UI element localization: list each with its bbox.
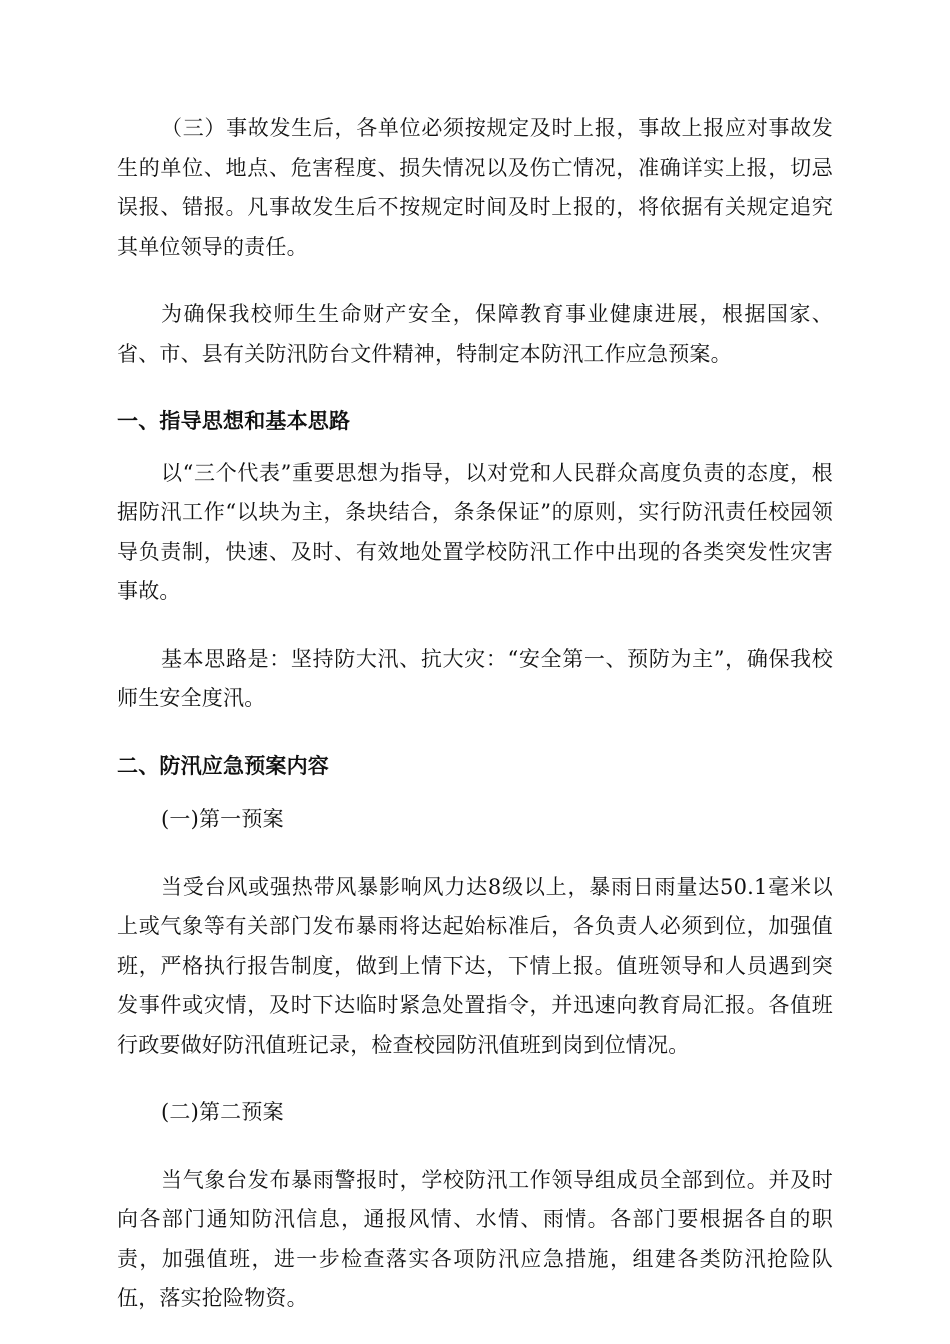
paragraph-purpose: 为确保我校师生生命财产安全，保障教育事业健康进展，根据国家、省、市、县有关防汛防台文件精神，特制定本防汛工作应急预案。	[117, 302, 833, 366]
paragraph-gap	[117, 374, 833, 402]
paragraph-basic-approach: 基本思路是：坚持防大汛、抗大灾：“安全第一、预防为主”，确保我校师生安全度汛。	[117, 646, 833, 710]
section-heading-guiding-thought: 一、指导思想和基本思路	[117, 409, 351, 433]
paragraph-gap	[117, 267, 833, 295]
subheading-first-plan: (一)第一预案	[161, 807, 284, 831]
paragraph-second-plan: 当气象台发布暴雨警报时，学校防汛工作领导组成员全部到位。并及时向各部门通知防汛信息，通报风情、水情、雨情。各部门要根据各自的职责，加强值班，进一步检查落实各项防汛应急措施，组建各类防汛抢险队伍，落实抢险物资。	[117, 1167, 833, 1310]
paragraph-gap	[117, 840, 833, 868]
subheading-second-plan: (二)第二预案	[161, 1100, 284, 1124]
paragraph-gap	[117, 442, 833, 454]
paragraph-first-plan: 当受台风或强热带风暴影响风力达8级以上，暴雨日雨量达50.1毫米以上或气象等有关部门发布暴雨将达起始标准后，各负责人必须到位，加强值班，严格执行报告制度，做到上情下达，下情上报。值班领导和人员遇到突发事件或灾情，及时下达临时紧急处置指令，并迅速向教育局汇报。各值班行政要做好防汛值班记录，检查校园防汛值班到岗到位情况。	[117, 874, 833, 1057]
paragraph-gap	[117, 786, 833, 800]
paragraph-gap	[117, 719, 833, 747]
paragraph-accident-reporting: （三）事故发生后，各单位必须按规定及时上报，事故上报应对事故发生的单位、地点、危害程度、损失情况以及伤亡情况，准确详实上报，切忌误报、错报。凡事故发生后不按规定时间及时上报的，将依据有关规定追究其单位领导的责任。	[117, 116, 833, 259]
paragraph-gap	[117, 1133, 833, 1161]
document-page	[117, 109, 833, 1319]
paragraph-gap	[117, 612, 833, 640]
paragraph-guiding-thought: 以“三个代表”重要思想为指导，以对党和人民群众高度负责的态度，根据防汛工作“以块为主，条块结合，条条保证”的原则，实行防汛责任校园领导负责制，快速、及时、有效地处置学校防汛工作中出现的各类突发性灾害事故。	[117, 460, 833, 603]
paragraph-gap	[117, 1065, 833, 1093]
section-heading-plan-content: 二、防汛应急预案内容	[117, 753, 329, 778]
